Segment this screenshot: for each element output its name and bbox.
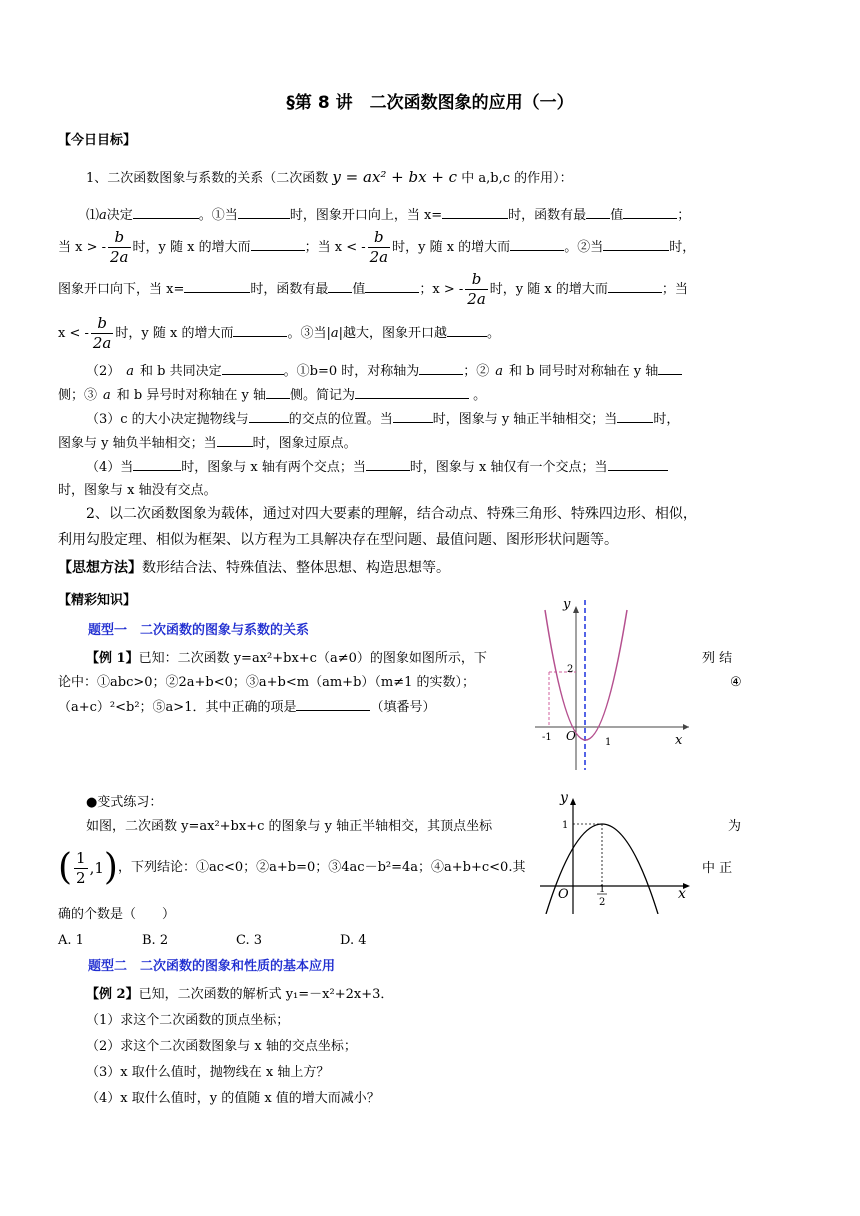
- blank[interactable]: [365, 280, 419, 293]
- text: 侧。简记为: [289, 388, 355, 403]
- text: 时，图象与 x 轴仅有一个交点；当: [409, 460, 608, 475]
- text: 时，函数有最: [250, 282, 329, 297]
- tick-1: 1: [562, 820, 569, 831]
- methods-heading: 【思想方法】: [58, 560, 142, 576]
- frac-num: b: [108, 228, 131, 248]
- option-a[interactable]: A. 1: [58, 933, 84, 948]
- text: 时，图象过原点。: [252, 436, 357, 451]
- tick-2: 2: [567, 664, 574, 675]
- text: 。②当: [564, 240, 604, 255]
- tick-1: 1: [605, 737, 612, 748]
- text: 和 b 共同决定: [140, 364, 222, 379]
- option-b[interactable]: B. 2: [142, 933, 169, 948]
- type1-heading: 题型一 二次函数的图象与系数的关系: [88, 623, 310, 638]
- blank[interactable]: [233, 324, 287, 337]
- p1-line-3: [58, 270, 688, 310]
- blank[interactable]: [442, 206, 508, 219]
- blank[interactable]: [623, 206, 677, 219]
- text: 中 正: [702, 861, 733, 876]
- y-axis-arrow: [573, 606, 579, 613]
- goal-item-1-pre: 1、二次函数图象与系数的关系（二次函数: [86, 171, 329, 186]
- p3-line-2: [58, 434, 357, 453]
- blank[interactable]: [608, 280, 662, 293]
- blank[interactable]: [586, 206, 610, 219]
- option-c[interactable]: C. 3: [236, 933, 263, 948]
- p1-line-1: ⑴a决定 。①当 时，图象开口向上，当 x= 时，函数有最 值 ；: [86, 208, 691, 223]
- blank[interactable]: [266, 386, 290, 399]
- tick-neg1: -1: [542, 732, 552, 743]
- blank[interactable]: [328, 280, 352, 293]
- fraction-b-2a: [368, 228, 391, 267]
- blank[interactable]: [249, 410, 289, 423]
- text: ；②: [463, 364, 490, 379]
- frac-num: b: [368, 228, 391, 248]
- text: x < -: [58, 326, 89, 341]
- blank[interactable]: [222, 362, 284, 375]
- frac-den: 2a: [467, 290, 486, 308]
- text: 时，图象与 y 轴正半轴相交；当: [432, 412, 618, 427]
- p4-line-2: 时，图象与 x 轴没有交点。: [58, 483, 217, 498]
- goal-item-1: [86, 168, 573, 188]
- p2-line-2: [58, 386, 486, 405]
- question-2: （2）求这个二次函数图象与 x 轴的交点坐标；: [86, 1039, 357, 1054]
- blank[interactable]: [238, 206, 290, 219]
- x-label: x: [675, 733, 683, 748]
- blank[interactable]: [251, 238, 305, 251]
- graph-2: [540, 790, 700, 914]
- blank[interactable]: [447, 324, 487, 337]
- frac-den: 2a: [110, 248, 129, 266]
- frac-den: 2a: [92, 334, 112, 352]
- text: 时，y 随 x 的增大而: [489, 282, 608, 297]
- fraction-half: [74, 849, 88, 888]
- goal-item-2-line-2: 利用勾股定理、相似为框架、以方程为工具解决存在型问题、最值问题、图形形状问题等。: [58, 532, 618, 548]
- methods-text: 数形结合法、特殊值法、整体思想、构造思想等。: [142, 560, 450, 576]
- knowledge-heading: 【精彩知识】: [58, 593, 137, 608]
- blank[interactable]: [617, 410, 653, 423]
- blank[interactable]: [608, 458, 668, 471]
- coef-a: a: [99, 208, 107, 223]
- text: 时，y 随 x 的增大而: [115, 326, 234, 341]
- text: （3）c 的大小决定抛物线与: [86, 412, 249, 427]
- blank[interactable]: [184, 280, 250, 293]
- tick-half-den: 2: [599, 897, 606, 908]
- p3-line-1: [86, 410, 679, 429]
- tick-half-num: 1: [599, 884, 606, 895]
- goals-heading: 【今日目标】: [58, 133, 137, 148]
- option-d[interactable]: D. 4: [340, 933, 367, 948]
- text: 时，y 随 x 的增大而: [392, 240, 511, 255]
- circled-1: ⑴: [86, 208, 100, 223]
- text: 时，图象与 x 轴有两个交点；当: [181, 460, 366, 475]
- text: 的交点的位置。当: [288, 412, 393, 427]
- text: （a+c）²<b²；⑤a>1．其中正确的项是: [58, 700, 297, 715]
- frac-num: b: [465, 270, 488, 290]
- origin-label: O: [558, 887, 569, 902]
- text: （4）当: [86, 460, 134, 475]
- text: ；当 x < -: [304, 240, 366, 255]
- text: |越大，图象开口越: [338, 326, 448, 341]
- text: ；x > -: [419, 282, 464, 297]
- text: 时，函数有最: [508, 208, 587, 223]
- paren: ): [103, 847, 118, 888]
- question-3: （3）x 取什么值时，抛物线在 x 轴上方？: [86, 1065, 330, 1080]
- type2-heading: 题型二 二次函数的图象和性质的基本应用: [88, 959, 336, 974]
- text: 。①b=0 时，对称轴为: [283, 364, 420, 379]
- frac-num: 1: [76, 848, 86, 867]
- example-1-line-2: 论中：①abc>0；②2a+b<0；③a+b<m（am+b）（m≠1 的实数）；: [58, 675, 476, 690]
- variant-line-3: 确的个数是（ ）: [58, 907, 176, 922]
- blank[interactable]: [366, 458, 410, 471]
- page-title: §第 8 讲 二次函数图象的应用（一）: [286, 93, 574, 113]
- text: 。③当|: [287, 326, 331, 341]
- p1-line-4: [58, 314, 500, 354]
- variant-line-2: [58, 846, 525, 891]
- text: 时，: [653, 412, 680, 427]
- example-1-line-1: [86, 650, 487, 668]
- example-2: [86, 986, 393, 1004]
- frac-den: 2: [76, 868, 86, 887]
- p1-line-2: [58, 228, 695, 268]
- text: 值: [352, 282, 366, 297]
- blank[interactable]: [603, 238, 669, 251]
- text: 决定: [106, 208, 133, 223]
- text: 和 b 异号时对称轴在 y 轴: [116, 388, 266, 403]
- parabola: [545, 610, 627, 740]
- blank[interactable]: [133, 458, 181, 471]
- y-label: y: [563, 597, 571, 612]
- blank[interactable]: [510, 238, 564, 251]
- fraction-b-2a: [465, 270, 488, 309]
- fraction-b-2a: [91, 314, 114, 353]
- text: （2）: [86, 364, 121, 379]
- p4-line-1: [86, 458, 668, 477]
- blank[interactable]: [133, 206, 199, 219]
- fraction-b-2a: [108, 228, 131, 267]
- blank[interactable]: [355, 386, 469, 399]
- example-label: 【例 2】: [86, 987, 139, 1002]
- text: ；当: [661, 282, 688, 297]
- methods: [58, 554, 450, 582]
- goal-item-2-line-1: 2、以二次函数图象为载体，通过对四大要素的理解，结合动点、特殊三角形、特殊四边形、相似，: [86, 506, 697, 522]
- frac-num: b: [91, 314, 114, 334]
- text: （填番号）: [370, 700, 436, 715]
- text: 为: [728, 819, 742, 834]
- x-axis-arrow: [683, 724, 689, 730]
- graph-1: [525, 592, 705, 774]
- question-1: （1）求这个二次函数的顶点坐标；: [86, 1013, 290, 1028]
- blank[interactable]: [658, 362, 682, 375]
- example-1-line-3: [58, 698, 436, 717]
- coef-a: a: [103, 388, 111, 403]
- text: 侧；③: [58, 388, 98, 403]
- text: 时，y 随 x 的增大而: [132, 240, 251, 255]
- variant-heading: ●变式练习：: [86, 795, 163, 810]
- general-formula: y = ax² + bx + c: [332, 168, 458, 186]
- p2-line-1: [86, 362, 682, 381]
- text: 列 结: [702, 651, 733, 666]
- example-label: 【例 1】: [86, 651, 139, 666]
- coef-a: a: [330, 326, 339, 341]
- text: 值: [610, 208, 624, 223]
- text: 。: [473, 388, 487, 403]
- text: 时，: [669, 240, 696, 255]
- y-axis-arrow: [570, 798, 576, 805]
- text: 图象与 y 轴负半轴相交；当: [58, 436, 217, 451]
- text: 时，图象开口向上，当 x=: [289, 208, 443, 223]
- goal-item-1-post: 中 a,b,c 的作用）：: [461, 171, 573, 186]
- text: ④: [730, 675, 742, 690]
- variant-line-1: 如图，二次函数 y=ax²+bx+c 的图象与 y 轴正半轴相交，其顶点坐标: [86, 819, 493, 834]
- blank[interactable]: [217, 434, 253, 447]
- y-label: y: [560, 790, 568, 806]
- text: 已知：二次函数 y=ax²+bx+c（a≠0）的图象如图所示，下: [138, 651, 487, 666]
- options-row: [58, 932, 367, 950]
- text: ，下列结论：①ac<0；②a+b=0；③4ac－b²=4a；④a+b+c<0.其: [117, 860, 526, 875]
- text: 当 x > -: [58, 240, 107, 255]
- answer-blank[interactable]: [296, 698, 370, 711]
- origin-label: O: [566, 729, 576, 743]
- question-4: （4）x 取什么值时，y 的值随 x 值的增大而减小？: [86, 1091, 380, 1106]
- text: 图象开口向下，当 x=: [58, 282, 185, 297]
- text: 已知，二次函数的解析式 y₁=－x²+2x+3．: [138, 987, 394, 1002]
- coef-a: a: [495, 364, 504, 379]
- frac-den: 2a: [369, 248, 389, 266]
- paren: (: [58, 847, 73, 888]
- blank[interactable]: [393, 410, 433, 423]
- text: 和 b 同号时对称轴在 y 轴: [509, 364, 659, 379]
- x-label: x: [678, 886, 686, 902]
- coef-a: a: [126, 364, 135, 379]
- vertex-y: ,1: [89, 859, 104, 877]
- blank[interactable]: [419, 362, 463, 375]
- text: 。: [487, 326, 501, 341]
- text: 。①当: [198, 208, 238, 223]
